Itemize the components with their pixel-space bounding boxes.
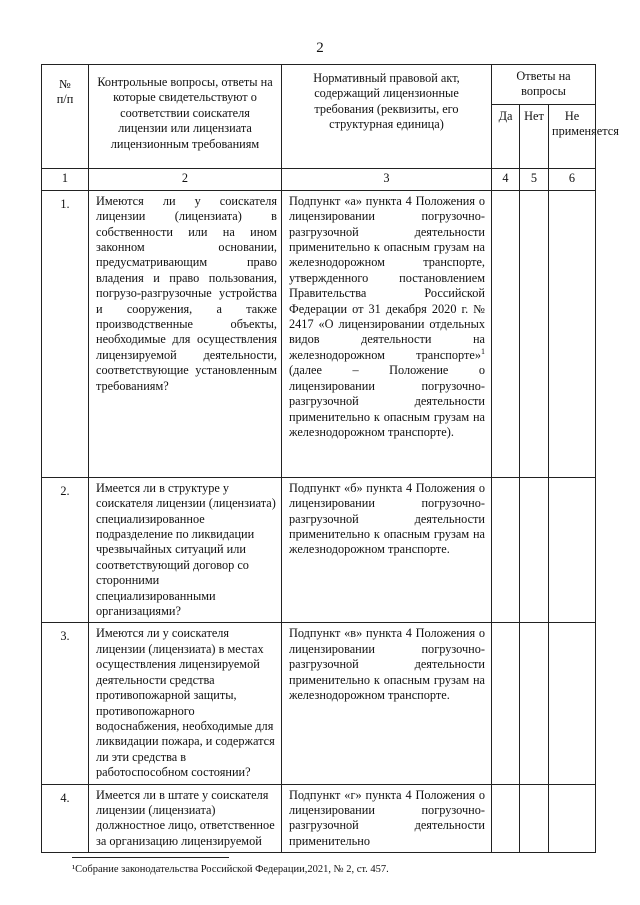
answer-no-cell[interactable] [520, 477, 549, 623]
row-reference: Подпункт «б» пункта 4 Положения о лицензировании погрузочно-разгрузочной деятельности применительно к опасным грузам на железнодорожном транспорте. [282, 477, 492, 623]
row-reference [282, 190, 492, 477]
row-question: Имеется ли в структуре у соискателя лицензии (лицензиата) специализированное подразделение по ликвидации чрезвычайных ситуаций или соответствующий договор со сторонними специализированными организациями? [89, 477, 282, 623]
answer-yes-cell[interactable] [492, 784, 520, 853]
reference-text: Подпункт «а» пункта 4 Положения о лицензировании погрузочно-разгрузочной деятельности применительно к опасным грузам на железнодорожном транспорте, утвержденного постановлением Правительства Российской Федерации от 31 декабря 2020 г. № 2417 «О лицензировании отдельных видов деятельности на железнодорожном транспорте» [289, 193, 485, 362]
row-question: Имеются ли у соискателя лицензии (лицензиата) в собственности или на ином законном основании, предусматривающим право владения и право пользования, погрузо-разгрузочные устройства и сооружения, а также производственные объекты, необходимые для осуществления лицензируемой деятельности, соответствующие установленным требованиям? [89, 190, 282, 477]
answer-na-cell[interactable] [549, 784, 596, 853]
header-answers: Ответы на вопросы [492, 65, 596, 105]
index-cell: 6 [549, 168, 596, 190]
row-question: Имеется ли в штате у соискателя лицензии (лицензиата) должностное лицо, ответственное за организацию лицензируемой [89, 784, 282, 853]
header-num: № п/п [42, 65, 89, 169]
table-row [42, 623, 596, 784]
header-act: Нормативный правовой акт, содержащий лицензионные требования (реквизиты, его структурная единица) [282, 65, 492, 169]
table-row [42, 190, 596, 477]
answer-yes-cell[interactable] [492, 190, 520, 477]
header-yes: Да [492, 104, 520, 168]
row-question: Имеются ли у соискателя лицензии (лицензиата) в местах осуществления лицензируемой деятельности средства противопожарной защиты, противопожарного водоснабжения, необходимые для ликвидации пожара, и содержатся ли эти средства в работоспособном состоянии? [89, 623, 282, 784]
row-reference: Подпункт «г» пункта 4 Положения о лицензировании погрузочно-разгрузочной деятельности применительно [282, 784, 492, 853]
index-cell: 5 [520, 168, 549, 190]
checklist-table [41, 64, 619, 853]
row-number: 1. [42, 190, 89, 477]
row-reference: Подпункт «в» пункта 4 Положения о лицензировании погрузочно-разгрузочной деятельности применительно к опасным грузам на железнодорожном транспорте. [282, 623, 492, 784]
header-questions: Контрольные вопросы, ответы на которые свидетельствуют о соответствии соискателя лицензии или лицензиата лицензионным требованиям [89, 65, 282, 169]
answer-yes-cell[interactable] [492, 477, 520, 623]
row-number: 4. [42, 784, 89, 853]
row-number: 3. [42, 623, 89, 784]
answer-no-cell[interactable] [520, 623, 549, 784]
page-number: 2 [316, 40, 324, 56]
table-row [42, 477, 596, 623]
answer-na-cell[interactable] [549, 477, 596, 623]
index-cell: 2 [89, 168, 282, 190]
answer-na-cell[interactable] [549, 623, 596, 784]
index-cell: 1 [42, 168, 89, 190]
footnote: ¹Собрание законодательства Российской Федерации,2021, № 2, ст. 457. [72, 864, 389, 875]
answer-yes-cell[interactable] [492, 623, 520, 784]
row-number: 2. [42, 477, 89, 623]
table-row [42, 784, 596, 853]
index-cell: 4 [492, 168, 520, 190]
index-cell: 3 [282, 168, 492, 190]
answer-no-cell[interactable] [520, 190, 549, 477]
footnote-divider [72, 857, 229, 858]
answer-no-cell[interactable] [520, 784, 549, 853]
answer-na-cell[interactable] [549, 190, 596, 477]
header-no: Нет [520, 104, 549, 168]
header-na: Не применяется [549, 104, 596, 168]
footnote-marker: 1 [481, 346, 485, 356]
reference-tail: (далее – Положение о лицензировании погрузочно-разгрузочной деятельности применительно к опасным грузам на железнодорожном транспорте). [289, 363, 485, 439]
